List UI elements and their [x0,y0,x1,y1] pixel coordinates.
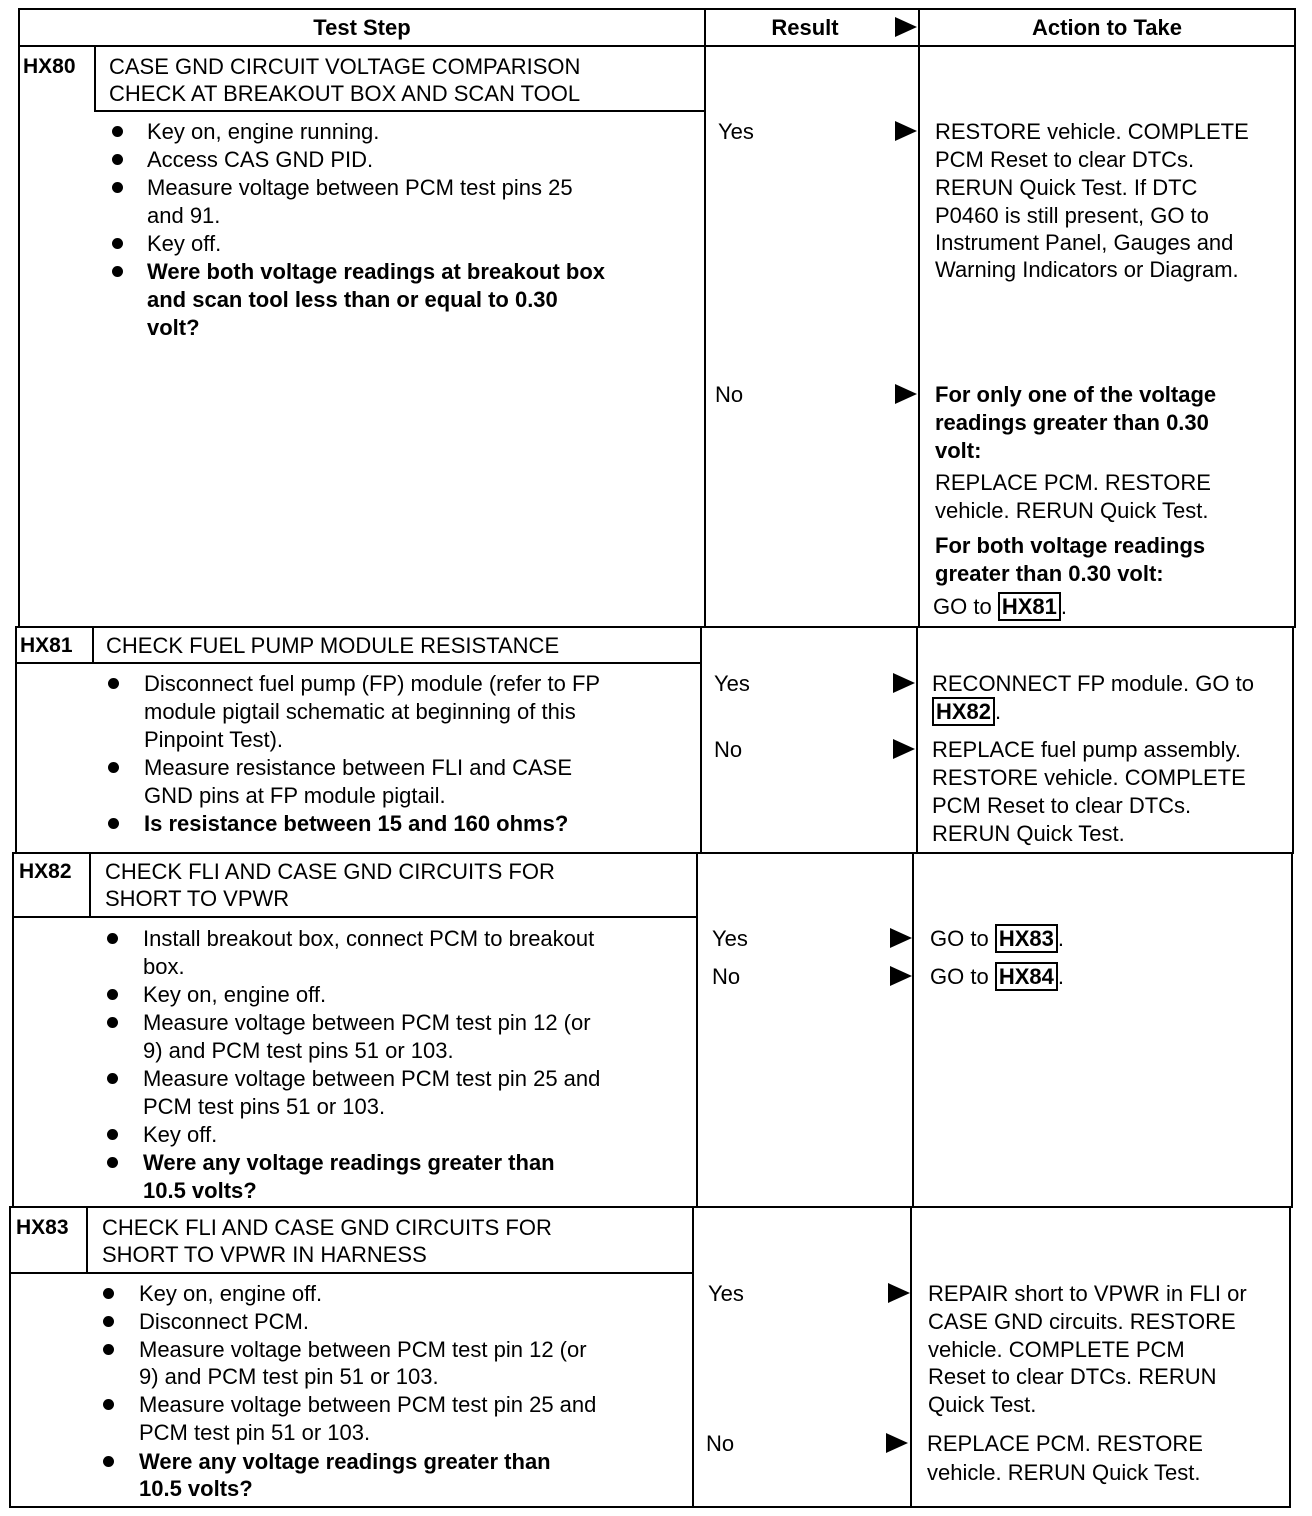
step-reference-hx81[interactable]: HX81 [998,592,1061,621]
play-arrow-icon [895,384,917,404]
step-instruction: Access CAS GND PID. [147,147,374,172]
step-question: and scan tool less than or equal to 0.30 [147,287,558,312]
step-instruction: and 91. [147,203,221,228]
step-title: CHECK FLI AND CASE GND CIRCUITS FOR [105,859,555,884]
action-text: RESTORE vehicle. COMPLETE [935,119,1249,144]
step-code-hx83: HX83 [16,1216,69,1239]
step-instruction: Measure voltage between PCM test pin 25 and [143,1066,601,1091]
step-question: Were both voltage readings at breakout box [147,259,606,284]
action-text: P0460 is still present, GO to [935,203,1209,228]
play-arrow-icon [893,673,915,693]
action-text: REPLACE fuel pump assembly. [932,737,1241,762]
bullet-icon [112,154,123,165]
action-text: Quick Test. [928,1392,1037,1417]
step-instruction: 9) and PCM test pin 51 or 103. [139,1364,439,1389]
step-reference-hx84[interactable]: HX84 [995,962,1058,991]
step-instruction: Install breakout box, connect PCM to breakout [143,926,595,951]
step-instruction: Disconnect PCM. [139,1309,309,1334]
action-text: Instrument Panel, Gauges and [935,230,1234,255]
step-reference-hx82[interactable]: HX82 [932,697,995,726]
play-arrow-icon [895,121,917,141]
goto-hx82[interactable] [932,698,1001,726]
bullet-icon [107,1129,118,1140]
step-instruction: PCM test pin 51 or 103. [139,1420,371,1445]
step-instruction: GND pins at FP module pigtail. [144,783,446,808]
step-reference-hx83[interactable]: HX83 [995,924,1058,953]
goto-period: . [1057,926,1064,951]
step-instruction: Key on, engine off. [143,982,327,1007]
action-text: RECONNECT FP module. GO to [932,671,1254,696]
action-text: Reset to clear DTCs. RERUN [928,1364,1217,1389]
step-instruction: 9) and PCM test pins 51 or 103. [143,1038,454,1063]
action-condition: For both voltage readings [935,533,1206,558]
step-question: Were any voltage readings greater than [139,1449,551,1474]
action-text: PCM Reset to clear DTCs. [932,793,1192,818]
bullet-icon [112,126,123,137]
step-instruction: box. [143,954,185,979]
action-condition: volt: [935,438,982,463]
action-text: REPLACE PCM. RESTORE [927,1431,1203,1456]
play-arrow-icon [895,17,917,37]
goto-hx83[interactable] [930,925,1064,953]
play-arrow-icon [888,1283,910,1303]
goto-period: . [1057,964,1064,989]
result-yes: Yes [708,1281,744,1306]
action-text: CASE GND circuits. RESTORE [928,1309,1236,1334]
step-title: CHECK FLI AND CASE GND CIRCUITS FOR [102,1215,552,1240]
step-question: Is resistance between 15 and 160 ohms? [144,811,569,836]
step-instruction: Key off. [147,231,222,256]
step-instruction: Measure voltage between PCM test pin 12 (or [143,1010,591,1035]
goto-period: . [995,699,1002,724]
step-instruction: Measure voltage between PCM test pins 25 [147,175,573,200]
bullet-icon [103,1399,114,1410]
step-instruction: Key off. [143,1122,218,1147]
step-code-hx82: HX82 [19,860,72,883]
goto-label: GO to [933,594,992,619]
result-no: No [715,382,744,407]
header-test-step: Test Step [313,15,411,40]
step-instruction: Key on, engine off. [139,1281,323,1306]
goto-hx84[interactable] [930,963,1064,991]
header-result: Result [771,15,839,40]
step-instruction: Disconnect fuel pump (FP) module (refer to FP [144,671,601,696]
result-no: No [706,1431,735,1456]
result-yes: Yes [718,119,754,144]
step-instruction: Key on, engine running. [147,119,380,144]
action-text: RESTORE vehicle. COMPLETE [932,765,1246,790]
step-question: 10.5 volts? [143,1178,257,1203]
step-instruction: Measure voltage between PCM test pin 12 (or [139,1337,587,1362]
bullet-icon [107,1073,118,1084]
bullet-icon [103,1316,114,1327]
result-yes: Yes [712,926,748,951]
action-text: RERUN Quick Test. If DTC [935,175,1198,200]
bullet-icon [107,1157,118,1168]
result-yes: Yes [714,671,750,696]
play-arrow-icon [890,966,912,986]
bullet-icon [107,933,118,944]
step-title: CHECK AT BREAKOUT BOX AND SCAN TOOL [109,81,581,106]
play-arrow-icon [886,1433,908,1453]
step-question: volt? [147,315,200,340]
step-title: CASE GND CIRCUIT VOLTAGE COMPARISON [109,54,581,79]
bullet-icon [103,1456,114,1467]
action-text: PCM Reset to clear DTCs. [935,147,1195,172]
action-text: vehicle. RERUN Quick Test. [927,1460,1201,1485]
bullet-icon [108,762,119,773]
bullet-icon [103,1288,114,1299]
action-text: vehicle. COMPLETE PCM [928,1337,1185,1362]
action-condition: greater than 0.30 volt: [935,561,1164,586]
action-text: REPAIR short to VPWR in FLI or [928,1281,1247,1306]
play-arrow-icon [890,928,912,948]
step-code-hx81: HX81 [20,634,73,657]
result-no: No [712,964,741,989]
step-instruction: Pinpoint Test). [144,727,284,752]
bullet-icon [112,182,123,193]
step-title: SHORT TO VPWR [105,886,290,911]
bullet-icon [108,818,119,829]
action-text: REPLACE PCM. RESTORE [935,470,1211,495]
action-text: Warning Indicators or Diagram. [935,257,1239,282]
bullet-icon [103,1344,114,1355]
action-condition: For only one of the voltage [935,382,1217,407]
action-text: RERUN Quick Test. [932,821,1125,846]
step-title: SHORT TO VPWR IN HARNESS [102,1242,427,1267]
bullet-icon [108,678,119,689]
goto-label: GO to [930,964,989,989]
goto-label: GO to [930,926,989,951]
result-no: No [714,737,743,762]
bullet-icon [107,1017,118,1028]
step-instruction: PCM test pins 51 or 103. [143,1094,386,1119]
step-title: CHECK FUEL PUMP MODULE RESISTANCE [106,633,560,658]
step-question: Were any voltage readings greater than [143,1150,555,1175]
header-action: Action to Take [1032,15,1182,40]
bullet-icon [107,989,118,1000]
action-text: vehicle. RERUN Quick Test. [935,498,1209,523]
step-instruction: module pigtail schematic at beginning of this [144,699,576,724]
step-instruction: Measure resistance between FLI and CASE [144,755,573,780]
goto-hx81[interactable] [933,593,1067,621]
step-code-hx80: HX80 [23,55,76,78]
step-question: 10.5 volts? [139,1476,253,1501]
bullet-icon [112,238,123,249]
play-arrow-icon [893,739,915,759]
goto-period: . [1060,594,1067,619]
action-condition: readings greater than 0.30 [935,410,1209,435]
bullet-icon [112,266,123,277]
step-instruction: Measure voltage between PCM test pin 25 and [139,1392,597,1417]
